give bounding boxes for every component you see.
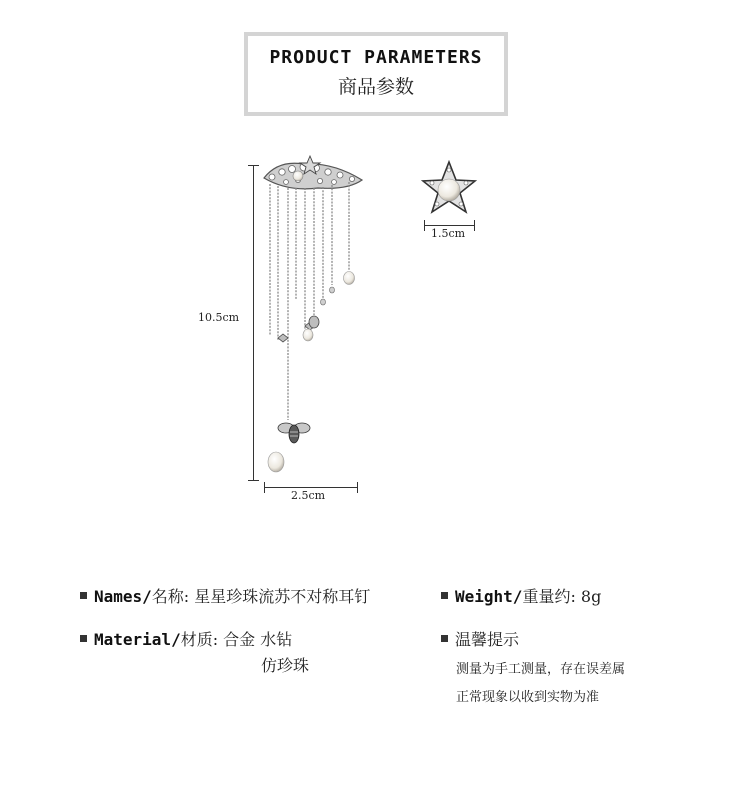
tip-line-1: 测量为手工测量，存在误差属 <box>456 662 626 677</box>
width-dimension-label: 2.5cm <box>291 489 326 502</box>
names-value: 名称: 星星珍珠流苏不对称耳钉 <box>151 587 371 606</box>
material-row <box>80 627 292 650</box>
tip-title-row <box>441 627 519 650</box>
stud-dimension-label: 1.5cm <box>431 227 466 240</box>
tip-bullet-icon <box>441 635 448 642</box>
material-value-line-2: 仿珍珠 <box>261 656 310 675</box>
tip-title: 温馨提示 <box>455 630 520 649</box>
width-dimension-cap-left <box>264 482 265 493</box>
stud-dimension-cap-right <box>474 220 475 231</box>
title-box <box>244 32 508 116</box>
tip-line-2: 正常现象以收到实物为准 <box>456 690 600 705</box>
tassel-earring-image <box>258 150 368 480</box>
material-key: Material/ <box>94 630 181 649</box>
weight-bullet-icon <box>441 592 448 599</box>
width-dimension-cap-right <box>357 482 358 493</box>
height-dimension-label: 10.5cm <box>198 311 240 324</box>
names-key: Names/ <box>94 587 152 606</box>
names-row <box>80 584 370 607</box>
width-dimension-line <box>264 487 358 488</box>
material-bullet-icon <box>80 635 87 642</box>
weight-row <box>441 584 601 607</box>
title-english: PRODUCT PARAMETERS <box>269 47 483 68</box>
stud-dimension-cap-left <box>424 220 425 231</box>
weight-key: Weight/ <box>455 587 523 606</box>
title-chinese: 商品参数 <box>337 76 414 98</box>
weight-value: 重量约: 8g <box>522 587 602 606</box>
material-value: 材质: 合金 水钻 <box>180 630 293 649</box>
star-stud-image <box>420 160 478 218</box>
names-bullet-icon <box>80 592 87 599</box>
height-dimension-cap-bottom <box>248 480 259 481</box>
stud-dimension-line <box>424 225 475 226</box>
height-dimension-line <box>253 165 254 481</box>
